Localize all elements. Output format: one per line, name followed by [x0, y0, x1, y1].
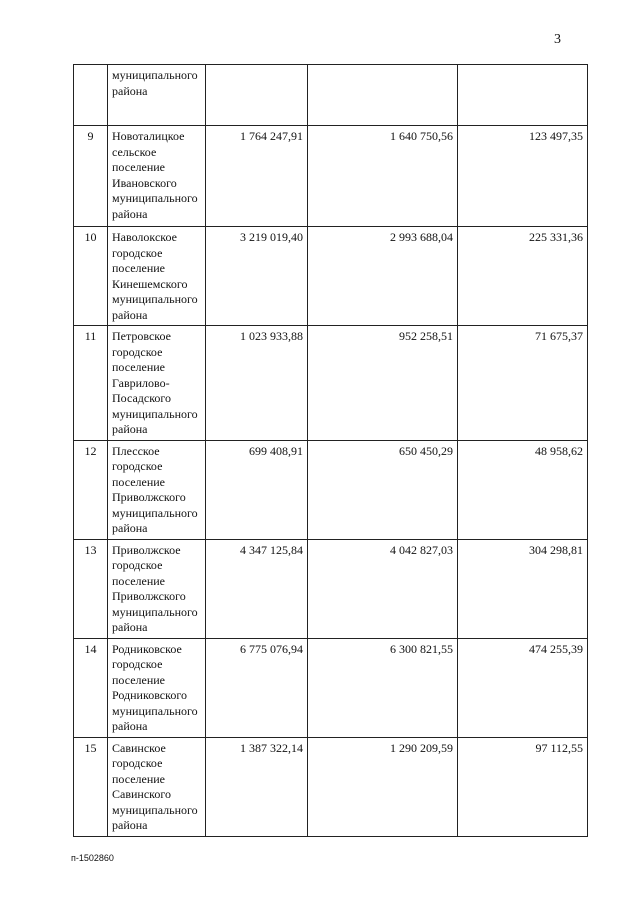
table-row	[74, 326, 588, 441]
page-number: 3	[554, 32, 561, 47]
amount-part-2: 304 298,81	[458, 539, 588, 638]
table-row	[74, 440, 588, 539]
municipality-name: Петровское городское поселение Гаврилово- Посадского муниципального района	[108, 326, 206, 441]
amount-part-2: 97 112,55	[458, 737, 588, 836]
subsidy-table	[73, 64, 588, 837]
table-row	[74, 65, 588, 126]
table-row	[74, 737, 588, 836]
amount-total: 6 775 076,94	[206, 638, 308, 737]
amount-part-1: 1 290 209,59	[308, 737, 458, 836]
amount-total	[206, 65, 308, 126]
row-number: 9	[74, 126, 108, 227]
row-number: 11	[74, 326, 108, 441]
amount-part-1: 4 042 827,03	[308, 539, 458, 638]
municipality-name: муниципального района	[108, 65, 206, 126]
amount-total: 1 764 247,91	[206, 126, 308, 227]
row-number: 10	[74, 227, 108, 326]
row-number: 15	[74, 737, 108, 836]
row-number: 12	[74, 440, 108, 539]
amount-part-1: 952 258,51	[308, 326, 458, 441]
document-code: п-1502860	[71, 853, 114, 863]
table-row	[74, 539, 588, 638]
municipality-name: Родниковское городское поселение Родниковского муниципального района	[108, 638, 206, 737]
row-number: 13	[74, 539, 108, 638]
municipality-name: Плесское городское поселение Приволжского муниципального района	[108, 440, 206, 539]
amount-part-2: 48 958,62	[458, 440, 588, 539]
table-row	[74, 126, 588, 227]
amount-total: 1 387 322,14	[206, 737, 308, 836]
municipality-name: Приволжское городское поселение Приволжского муниципального района	[108, 539, 206, 638]
amount-total: 699 408,91	[206, 440, 308, 539]
amount-part-1	[308, 65, 458, 126]
amount-part-1: 6 300 821,55	[308, 638, 458, 737]
amount-part-1: 1 640 750,56	[308, 126, 458, 227]
municipality-name: Новоталицкое сельское поселение Ивановского муниципального района	[108, 126, 206, 227]
row-number	[74, 65, 108, 126]
amount-total: 4 347 125,84	[206, 539, 308, 638]
amount-part-1: 650 450,29	[308, 440, 458, 539]
amount-part-2: 123 497,35	[458, 126, 588, 227]
table-row	[74, 227, 588, 326]
row-number: 14	[74, 638, 108, 737]
amount-part-2: 225 331,36	[458, 227, 588, 326]
municipality-name: Савинское городское поселение Савинского муниципального района	[108, 737, 206, 836]
amount-part-2: 71 675,37	[458, 326, 588, 441]
amount-part-2: 474 255,39	[458, 638, 588, 737]
amount-part-1: 2 993 688,04	[308, 227, 458, 326]
amount-total: 1 023 933,88	[206, 326, 308, 441]
municipality-name: Наволокское городское поселение Кинешемского муниципального района	[108, 227, 206, 326]
table-row	[74, 638, 588, 737]
amount-total: 3 219 019,40	[206, 227, 308, 326]
amount-part-2	[458, 65, 588, 126]
